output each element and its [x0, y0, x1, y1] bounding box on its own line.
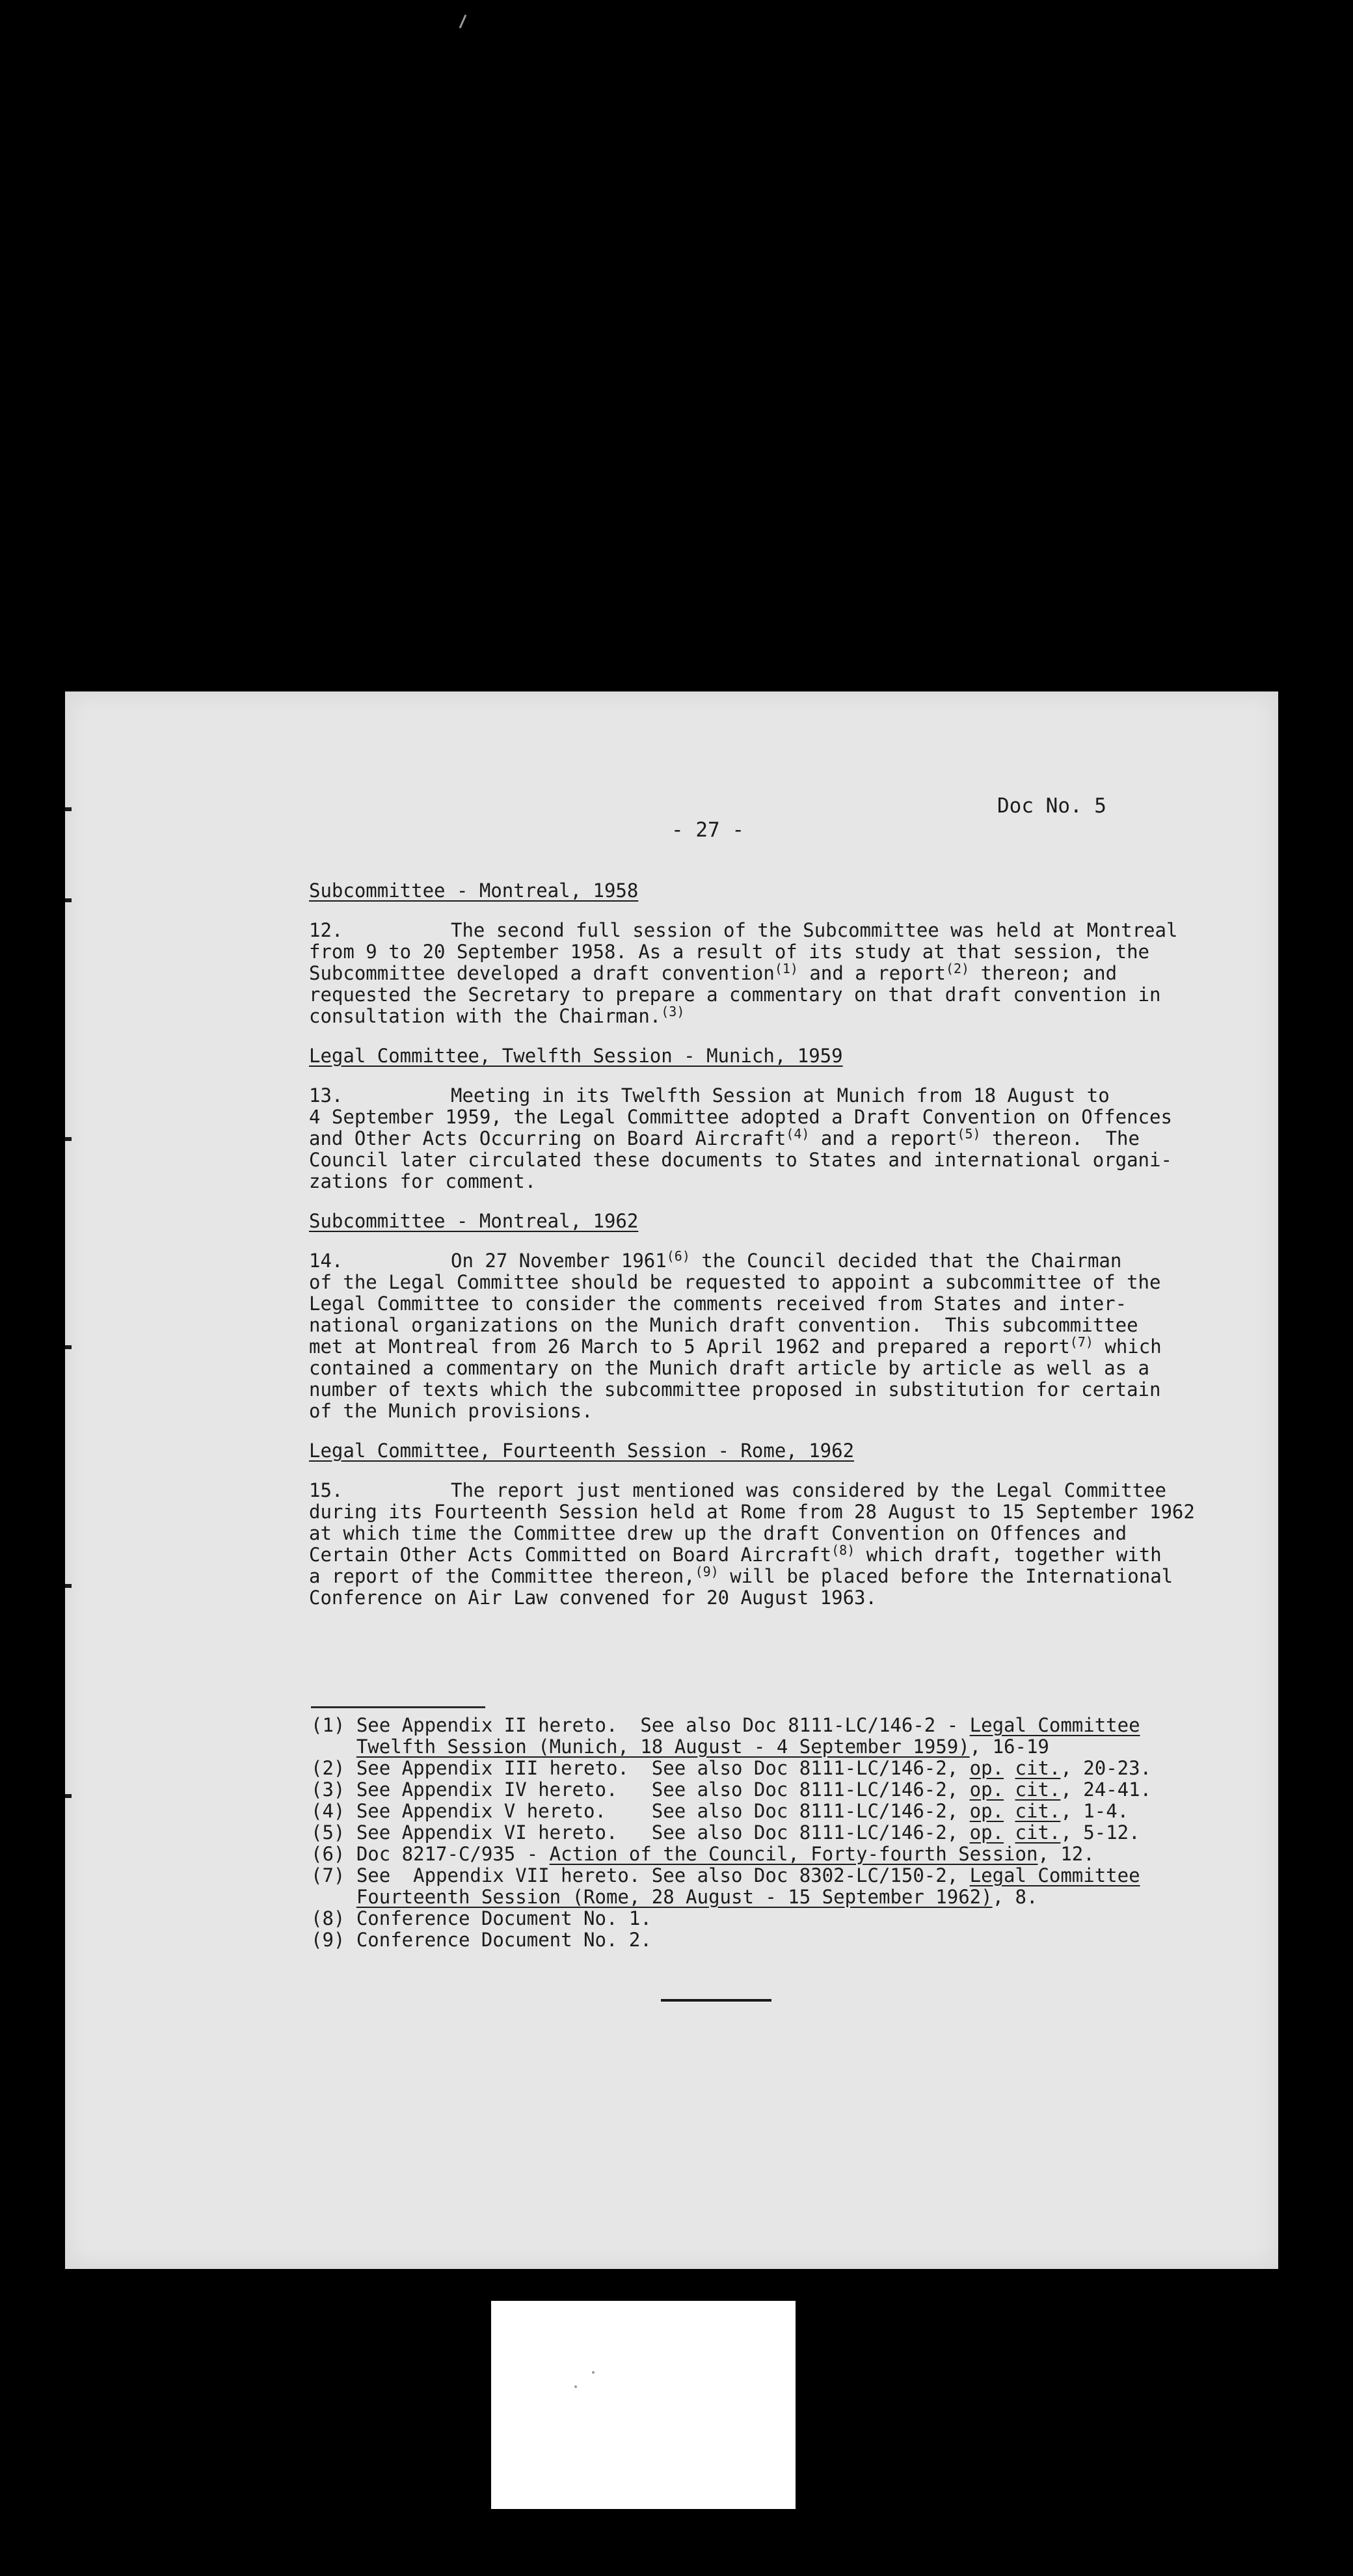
end-of-text-rule: [661, 1999, 771, 2002]
footnote-ref: (5): [957, 1126, 981, 1142]
footnote-7-cont: Fourteenth Session (Rome, 28 August - 15 September 1962), 8.: [356, 1886, 1038, 1908]
footnote-8: (8) Conference Document No. 1.: [311, 1907, 652, 1929]
section-heading: Subcommittee - Montreal, 1962: [309, 1210, 639, 1232]
footnote-4: (4) See Appendix V hereto. See also Doc 8111-LC/146-2, op. cit., 1-4.: [311, 1800, 1129, 1822]
footnote-3: (3) See Appendix IV hereto. See also Doc 8111-LC/146-2, op. cit., 24-41.: [311, 1778, 1152, 1801]
section-heading: Legal Committee, Twelfth Session - Munich, 1959: [309, 1045, 843, 1067]
page-number: - 27 -: [671, 818, 744, 842]
card-speck: [574, 2385, 577, 2388]
page-edge-tick: [65, 807, 72, 811]
footnote-5: (5) See Appendix VI hereto. See also Doc 8111-LC/146-2, op. cit., 5-12.: [311, 1821, 1140, 1844]
footnote-ref: (3): [661, 1004, 685, 1019]
footnote-ref: (8): [831, 1542, 855, 1558]
paragraph-13: 13. Meeting in its Twelfth Session at Munich from 18 August to 4 September 1959, the Legal Committee adopted a Draft Convention on Offences and Other Acts Occurring on Board Aircraft$^{(4)}$ and a report$^{(5)}$ thereon. The Council later circulated these documents to States and international organi- zations for comment.: [309, 1084, 1172, 1192]
footnote-ref: (4): [786, 1126, 810, 1142]
card-speck: [592, 2371, 595, 2374]
footnote-ref: (7): [1069, 1334, 1093, 1350]
page-edge-tick: [65, 1794, 72, 1798]
footnote-7: (7) See Appendix VII hereto. See also Doc 8302-LC/150-2, Legal Committee: [311, 1864, 1140, 1886]
blank-card: [491, 2301, 796, 2509]
footnote-ref: (1): [774, 961, 798, 976]
paragraph-12: 12. The second full session of the Subcommittee was held at Montreal from 9 to 20 September 1958. As a result of its study at that session, the Subcommittee developed a draft convention$^{(1)}$ and a report$^{(2)}$ thereon; and requested the Secretary to prepare a commentary on that draft convention in consultation with the Chairman.$^{(3)}$: [309, 919, 1178, 1027]
paragraph-number: 12.: [309, 919, 343, 941]
footnote-1-cont: Twelfth Session (Munich, 18 August - 4 September 1959), 16-19: [356, 1736, 1049, 1758]
footnote-2: (2) See Appendix III hereto. See also Doc 8111-LC/146-2, op. cit., 20-23.: [311, 1757, 1152, 1779]
footnotes: [311, 1715, 1248, 1951]
document-number: Doc No. 5: [997, 794, 1106, 818]
paragraph-number: 13.: [309, 1084, 343, 1107]
footnote-ref: (9): [695, 1564, 719, 1579]
footnote-divider: [311, 1706, 485, 1708]
page-edge-tick: [65, 898, 72, 902]
footnote-6: (6) Doc 8217-C/935 - Action of the Council, Forty-fourth Session, 12.: [311, 1843, 1095, 1865]
document-page: [65, 691, 1278, 2269]
footnote-ref: (6): [666, 1248, 690, 1264]
paragraph-15: 15. The report just mentioned was considered by the Legal Committee during its Fourteenth Session held at Rome from 28 August to 15 September 1962 at which time the Committee drew up the draft Convention on Offences and Certain Other Acts Committed on Board Aircraft$^{(8)}$ which draft, together with a report of the Committee thereon,$^{(9)}$ will be placed before the International Conference on Air Law convened for 20 August 1963.: [309, 1479, 1195, 1609]
paragraph-number: 15.: [309, 1479, 343, 1501]
section-heading: Subcommittee - Montreal, 1958: [309, 879, 639, 902]
paragraph-number: 14.: [309, 1250, 343, 1272]
scan-mark: [459, 14, 467, 28]
section-heading: Legal Committee, Fourteenth Session - Rome, 1962: [309, 1440, 855, 1462]
paragraph-14: 14. On 27 November 1961$^{(6)}$ the Council decided that the Chairman of the Legal Committee should be requested to appoint a subcommittee of the Legal Committee to consider the comments received from States and inter- national organizations on the Munich draft convention. This subcommittee met at Montreal from 26 March to 5 April 1962 and prepared a report$^{(7)}$ which contained a commentary on the Munich draft article by article as well as a number of texts which the subcommittee proposed in substitution for certain of the Munich provisions.: [309, 1248, 1162, 1422]
page-edge-tick: [65, 1584, 72, 1588]
page-edge-tick: [65, 1137, 72, 1141]
document-body: [309, 880, 1246, 1627]
footnote-9: (9) Conference Document No. 2.: [311, 1929, 652, 1951]
page-edge-tick: [65, 1345, 72, 1349]
footnote-1: (1) See Appendix II hereto. See also Doc 8111-LC/146-2 - Legal Committee: [311, 1714, 1140, 1736]
footnote-ref: (2): [945, 961, 970, 976]
